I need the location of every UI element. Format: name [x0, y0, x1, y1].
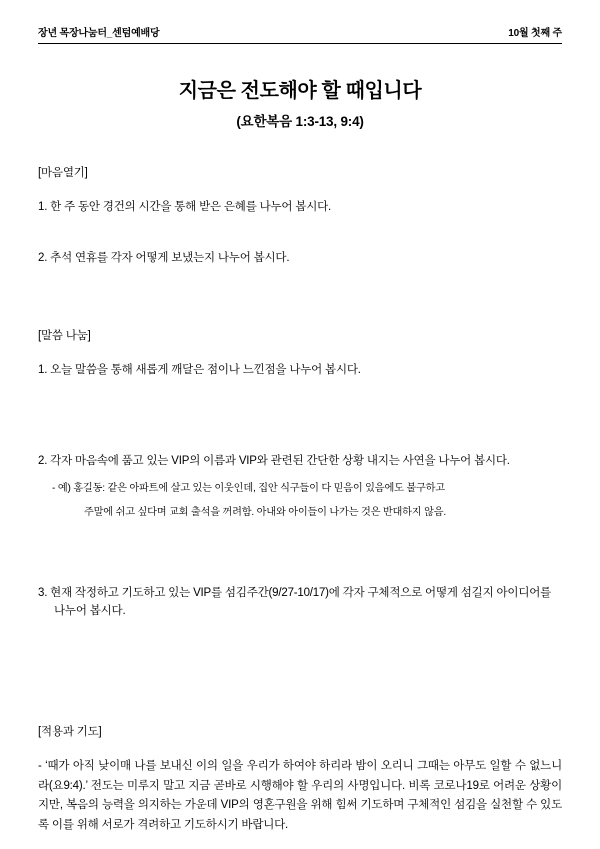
section-heading-opening: [마음열기]: [38, 167, 88, 179]
scripture-reference: (요한복음 1:3-13, 9:4): [236, 114, 364, 129]
spacer: [38, 530, 562, 584]
section-application-prayer: [38, 723, 562, 836]
application-body-text: - ‘때가 아직 낮이매 나를 보내신 이의 일을 우리가 하여야 하리라 밤이 오리니 그때는 아무도 일할 수 없느니라(요9:4).’ 전도는 미루지 말고 지금 곧바로 시행해야 할 우리의 사명입니다. 비록 코로나19로 어려운 상황이지만, 복음의 능력을 의지하는 가운데 VIP의 영혼구원을 위해 힘써 기도하며 구체적인 섬김을 실천할 수 있도록 이를 위해 서로가 격려하고 기도하시기 바랍니다.: [38, 759, 562, 832]
list-item: 3. 현재 작정하고 기도하고 있는 VIP를 섬김주간(9/27-10/17)에 각자 구체적으로 어떻게 섬길지 아이디어를 나누어 봅시다.: [38, 586, 552, 618]
section-heading-word-sharing: [말씀 나눔]: [38, 330, 91, 343]
spacer: [38, 639, 562, 693]
header-divider: [38, 43, 562, 44]
example-text-line-2: 주말에 쉬고 싶다며 교회 출석을 꺼려함. 아내와 아이들이 나가는 것은 반대하지 않음.: [84, 507, 446, 519]
list-item: 2. 각자 마음속에 품고 있는 VIP의 이름과 VIP와 관련된 간단한 상황 내지는 사연을 나누어 봅시다.: [38, 454, 510, 467]
header-right-text: 10월 첫째 주: [508, 28, 562, 39]
page-title: 지금은 전도해야 할 때입니다: [178, 80, 422, 102]
list-item: 2. 추석 연휴를 각자 어떻게 보냈는지 나누어 봅시다.: [38, 251, 290, 264]
list-item: 1. 한 주 동안 경건의 시간을 통해 받은 은혜를 나누어 봅시다.: [38, 201, 332, 213]
spacer: [38, 285, 562, 327]
page-header: [38, 24, 562, 43]
section-opening: [38, 164, 562, 267]
spacer: [38, 398, 562, 452]
list-item: 1. 오늘 말씀을 통해 새롭게 깨달은 점이나 느낀점을 나누어 봅시다.: [38, 364, 361, 377]
section-word-sharing: [38, 327, 562, 621]
header-left-text: 장년 목장나눔터_센텀예배당: [38, 28, 160, 39]
section-heading-application: [적용과 기도]: [38, 725, 102, 738]
spacer: [38, 235, 562, 249]
spacer: [38, 693, 562, 723]
example-text-line-1: - 예) 홍길동: 같은 아파트에 살고 있는 이웃인데, 집안 식구들이 다 믿음이 있음에도 불구하고: [52, 482, 445, 494]
